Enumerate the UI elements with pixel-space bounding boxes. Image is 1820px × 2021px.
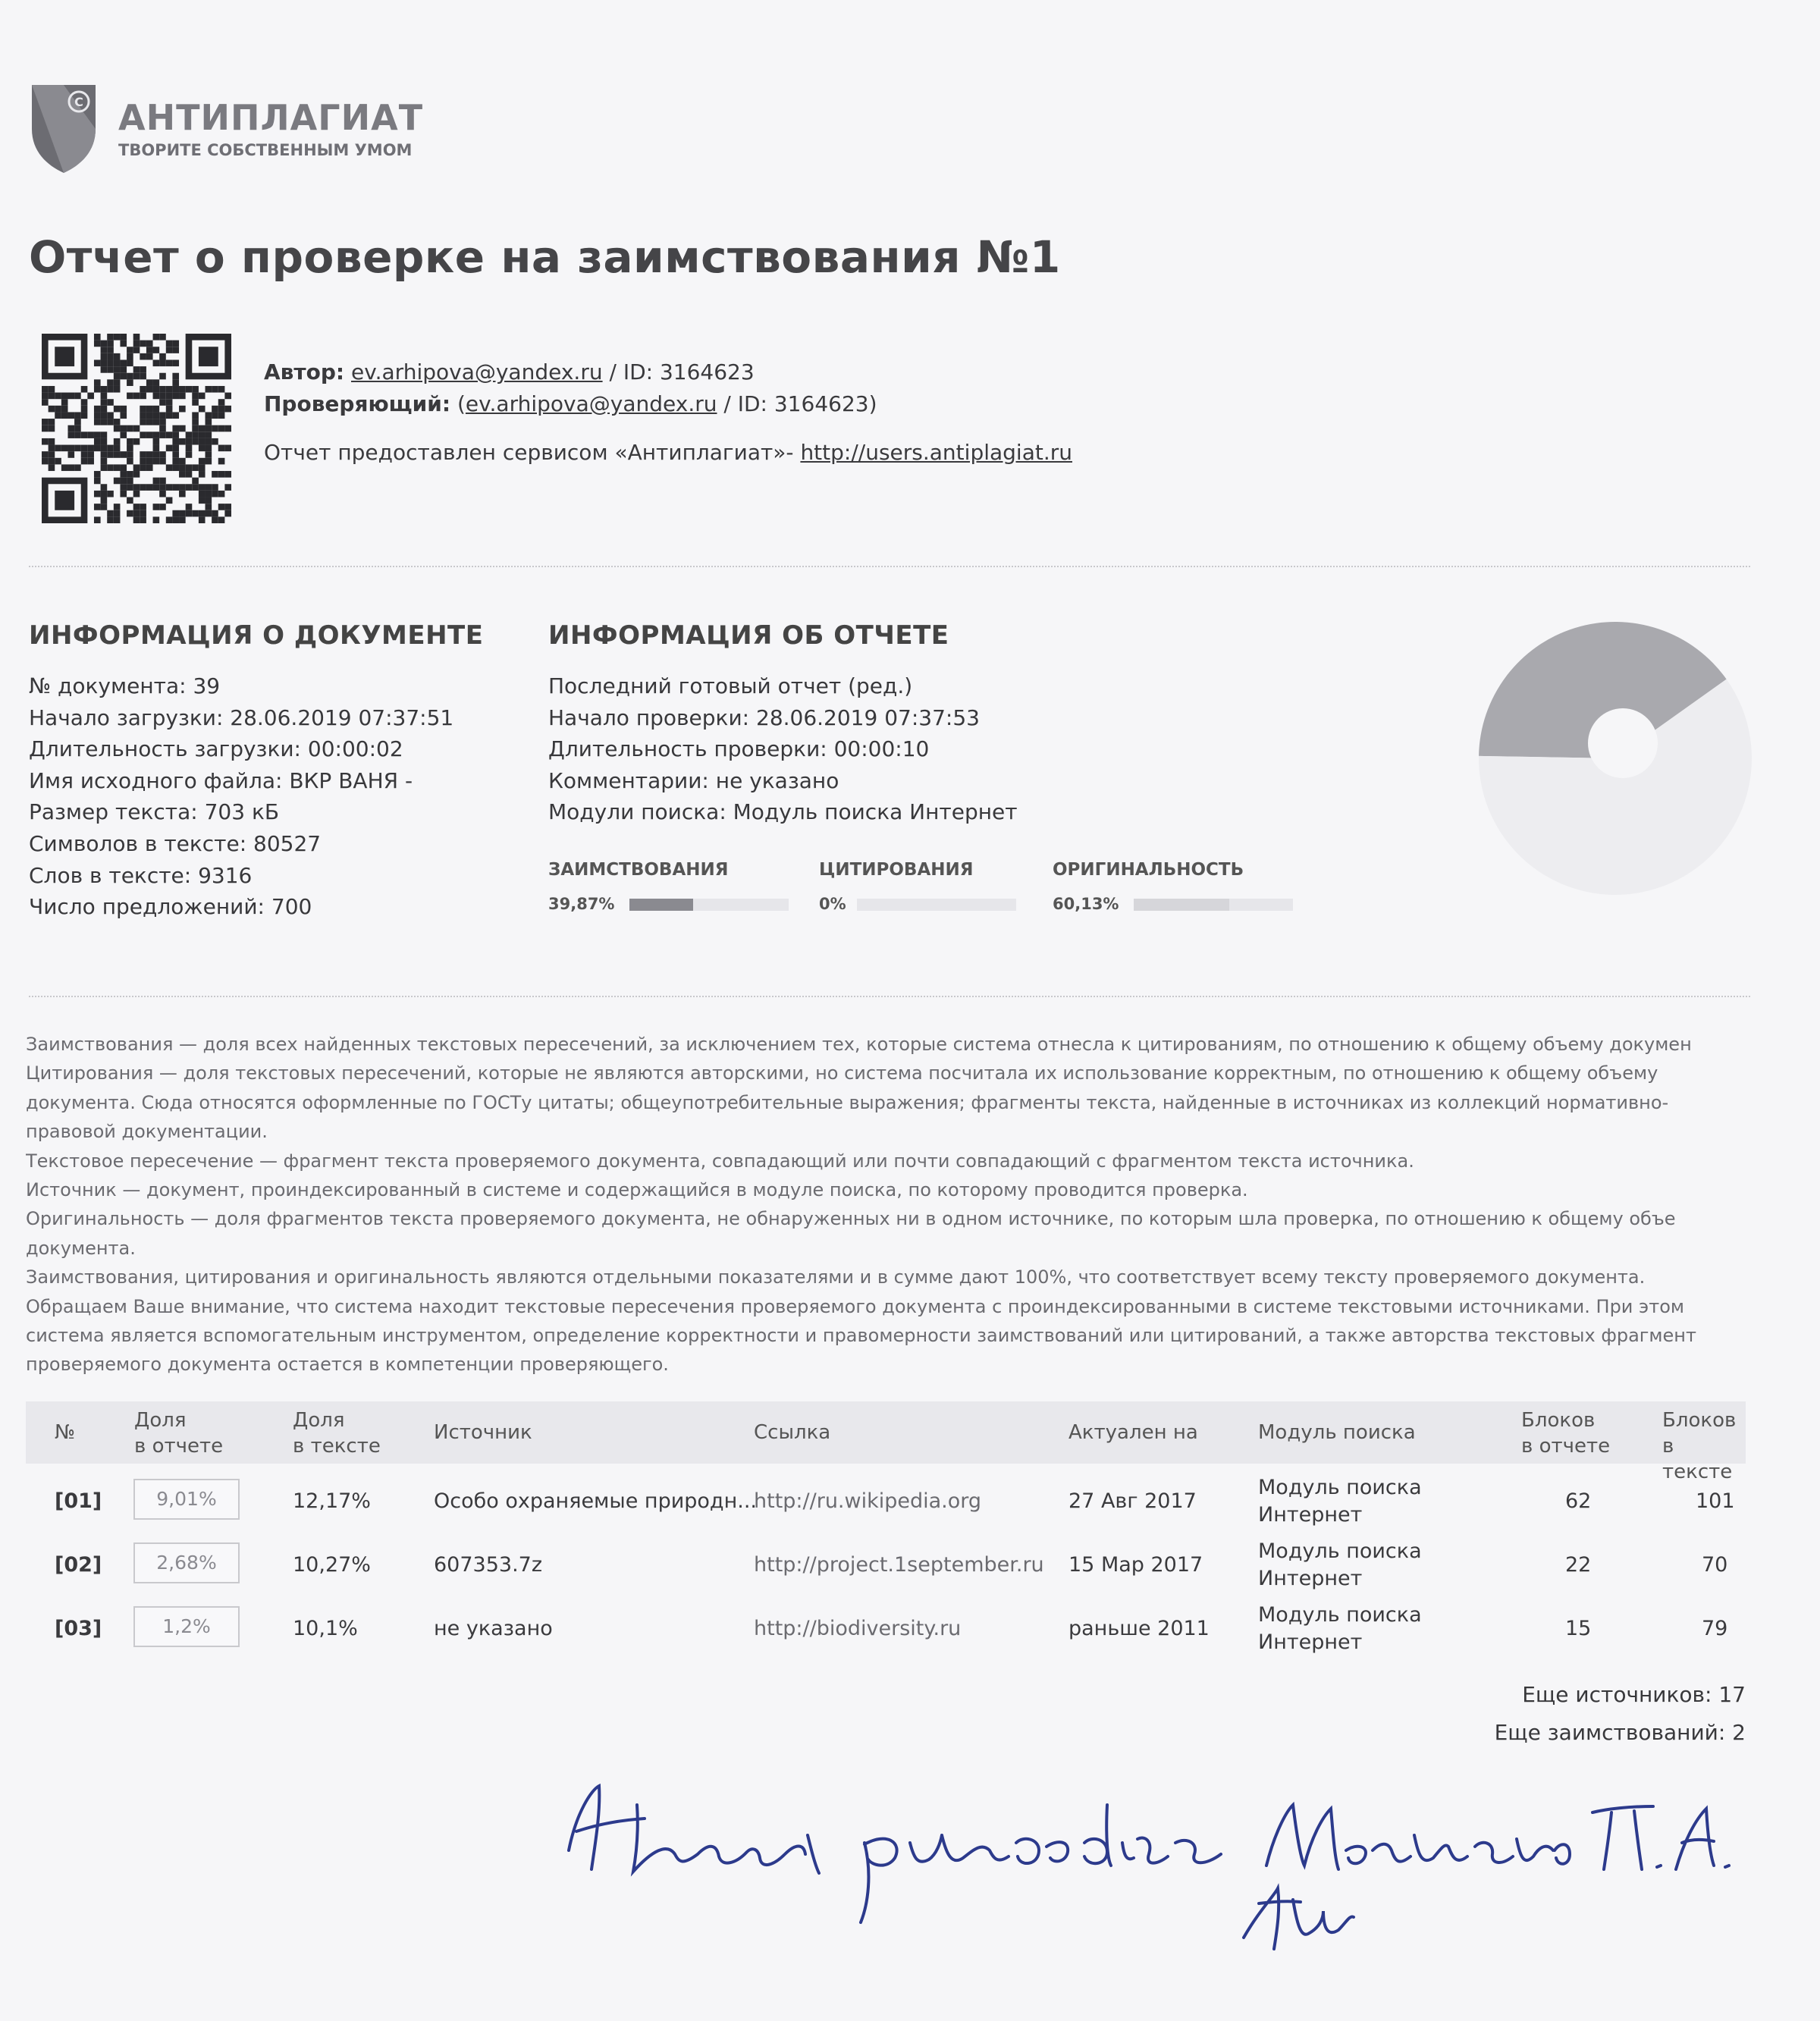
share-text: 12,17%: [293, 1489, 371, 1513]
author-id: / ID: 3164623: [602, 359, 755, 384]
definition-line: документа. Сюда относятся оформленные по ГОСТу цитаты; общеупотребительные выражения; фрагменты текста, найденные в источниках из коллекций нормативно-: [26, 1091, 1669, 1113]
doc-info-heading: ИНФОРМАЦИЯ О ДОКУМЕНТЕ: [29, 620, 484, 651]
row-num: [01]: [55, 1489, 102, 1513]
report-info-item: Комментарии: не указано: [548, 767, 839, 793]
table-row: [26, 1471, 1746, 1535]
module-line2: Интернет: [1258, 1567, 1363, 1590]
service-line: [264, 437, 1072, 469]
report-info-item: Начало проверки: 28.06.2019 07:37:53: [548, 705, 980, 730]
col-share-report-line1: Доля: [134, 1409, 187, 1432]
actual-date: 15 Мар 2017: [1068, 1553, 1203, 1577]
blocks-text: 70: [1702, 1553, 1728, 1577]
borrowings-value: 39,87%: [548, 895, 615, 913]
col-share-text: [293, 1407, 381, 1459]
service-text: Отчет предоставлен сервисом «Антиплагиат»-: [264, 440, 801, 465]
col-share-report-line2: в отчете: [134, 1435, 224, 1458]
share-report-box: 2,68%: [133, 1542, 240, 1583]
module-line2: Интернет: [1258, 1503, 1363, 1527]
col-share-text-line1: Доля: [293, 1409, 345, 1432]
source-name[interactable]: 607353.7z: [434, 1553, 543, 1577]
report-info-item: Длительность проверки: 00:00:10: [548, 736, 930, 762]
brand-tagline: ТВОРИТЕ СОБСТВЕННЫМ УМОМ: [118, 141, 413, 159]
search-module: [1258, 1474, 1422, 1529]
divider: [29, 566, 1750, 567]
col-module: Модуль поиска: [1258, 1421, 1416, 1444]
doc-info-item: Символов в тексте: 80527: [29, 830, 322, 856]
handwritten-signature: [554, 1759, 1752, 1964]
col-blocks-report-line1: Блоков: [1521, 1409, 1596, 1432]
col-share-report: [134, 1407, 223, 1459]
doc-info-item: Число предложений: 700: [29, 894, 312, 920]
citations-label: ЦИТИРОВАНИЯ: [819, 860, 974, 880]
signature-stroke: [1244, 1888, 1354, 1949]
row-num: [02]: [55, 1553, 102, 1577]
definition-line: Заимствования, цитирования и оригинальность являются отдельными показателями и в сумме дают 100%, что соответствует всему тексту проверяемого документа.: [26, 1266, 1646, 1288]
doc-info-list: [29, 670, 453, 923]
report-meta: [264, 356, 1072, 469]
actual-date: 27 Авг 2017: [1068, 1489, 1197, 1513]
col-link: Ссылка: [754, 1421, 831, 1444]
blocks-text: 79: [1702, 1617, 1728, 1640]
checker-label: Проверяющий:: [264, 391, 451, 416]
share-report-box: 1,2%: [133, 1606, 240, 1647]
definition-line: Цитирования — доля текстовых пересечений, которые не являются авторскими, но система посчитала их использование корректным, по отношению к общему объему: [26, 1062, 1658, 1084]
source-name[interactable]: Особо охраняемые природн...: [434, 1489, 758, 1513]
handwriting-stroke: [1266, 1805, 1570, 1869]
checker-line: [264, 388, 1072, 420]
table-row: [26, 1599, 1746, 1662]
author-email-link[interactable]: ev.arhipova@yandex.ru: [351, 359, 603, 384]
definition-line: Заимствования — доля всех найденных текстовых пересечений, за исключением тех, которые система отнесла к цитированиям, по отношению к общему объему докумен: [26, 1034, 1692, 1055]
originality-label: ОРИГИНАЛЬНОСТЬ: [1053, 860, 1244, 880]
antiplagiat-logo: [29, 82, 423, 176]
actual-date: раньше 2011: [1068, 1617, 1210, 1640]
more-sources: Еще источников: 17: [1522, 1682, 1746, 1707]
table-row: [26, 1535, 1746, 1599]
author-line: [264, 356, 1072, 388]
qr-code: [42, 334, 231, 523]
definitions-text: [26, 1030, 1762, 1379]
blocks-report: 22: [1565, 1553, 1592, 1577]
table-header: [26, 1401, 1746, 1483]
col-blocks-report: [1521, 1407, 1610, 1459]
blocks-report: 15: [1565, 1617, 1592, 1640]
col-num: №: [55, 1421, 76, 1444]
row-num: [03]: [55, 1617, 102, 1640]
definition-line: проверяемого документа остается в компетенции проверяющего.: [26, 1354, 669, 1376]
blocks-report: 62: [1565, 1489, 1592, 1513]
checker-email-link[interactable]: ev.arhipova@yandex.ru: [465, 391, 717, 416]
search-module: [1258, 1602, 1422, 1656]
doc-info-item: Имя исходного файла: ВКР ВАНЯ -: [29, 767, 413, 793]
report-info-item: Модули поиска: Модуль поиска Интернет: [548, 799, 1018, 825]
handwriting-stroke: [569, 1786, 819, 1873]
author-label: Автор:: [264, 359, 345, 384]
brand-name: АНТИПЛАГИАТ: [118, 97, 424, 138]
citations-value: 0%: [819, 895, 846, 913]
col-share-text-line2: в тексте: [293, 1435, 381, 1458]
definition-line: Обращаем Ваше внимание, что система находит текстовые пересечения проверяемого документа с проиндексированными в системе текстовыми источниками. При этом: [26, 1295, 1684, 1317]
borrowings-bar-fill: [629, 899, 693, 911]
doc-info-item: Слов в тексте: 9316: [29, 862, 253, 888]
originality-pie-chart: [1471, 614, 1759, 902]
definition-line: Текстовое пересечение — фрагмент текста проверяемого документа, совпадающий или почти совпадающий с фрагментом текста источника.: [26, 1150, 1414, 1172]
originality-value: 60,13%: [1053, 895, 1119, 913]
source-link[interactable]: http://project.1september.ru: [754, 1553, 1044, 1577]
borrowings-bar: [629, 899, 789, 911]
module-line1: Модуль поиска: [1258, 1476, 1422, 1499]
share-report-box: 9,01%: [133, 1479, 240, 1520]
col-blocks-report-line2: в отчете: [1521, 1435, 1611, 1458]
report-info-heading: ИНФОРМАЦИЯ ОБ ОТЧЕТЕ: [548, 620, 949, 651]
report-info-list: [548, 670, 1018, 828]
checker-paren: (: [457, 391, 466, 416]
svg-text:C: C: [74, 95, 83, 109]
definition-line: документа.: [26, 1237, 136, 1259]
source-link[interactable]: http://biodiversity.ru: [754, 1617, 962, 1640]
module-line1: Модуль поиска: [1258, 1539, 1422, 1563]
col-blocks-text-line1: Блоков: [1662, 1409, 1737, 1432]
doc-info-item: Начало загрузки: 28.06.2019 07:37:51: [29, 705, 454, 730]
doc-info-item: Длительность загрузки: 00:00:02: [29, 736, 403, 762]
module-line2: Интернет: [1258, 1630, 1363, 1654]
shield-copyright-icon: [29, 82, 99, 176]
blocks-text: 101: [1696, 1489, 1735, 1513]
handwriting-stroke: [1592, 1806, 1729, 1869]
citations-bar: [857, 899, 1016, 911]
search-module: [1258, 1538, 1422, 1593]
report-info-item: Последний готовый отчет (ред.): [548, 673, 913, 698]
col-blocks-text-line2: в тексте: [1662, 1435, 1733, 1483]
share-text: 10,1%: [293, 1617, 358, 1640]
source-name[interactable]: не указано: [434, 1617, 553, 1640]
definition-line: система является вспомогательным инструментом, определение корректности и правомерности заимствований или цитирований, а также авторства текстовых фрагмент: [26, 1325, 1696, 1347]
handwriting-stroke: [861, 1805, 1221, 1922]
originality-bar-fill: [1134, 899, 1229, 911]
definition-line: Оригинальность — доля фрагментов текста проверяемого документа, не обнаруженных ни в одном источнике, по которым шла проверка, по отношению к общему объе: [26, 1208, 1676, 1230]
report-title: Отчет о проверке на заимствования №1: [29, 231, 1061, 283]
originality-bar: [1134, 899, 1293, 911]
source-link[interactable]: http://ru.wikipedia.org: [754, 1489, 982, 1513]
share-text: 10,27%: [293, 1553, 371, 1577]
definition-line: Источник — документ, проиндексированный в системе и содержащийся в модуле поиска, по которому проводится проверка.: [26, 1179, 1248, 1201]
borrowings-label: ЗАИМСТВОВАНИЯ: [548, 860, 729, 880]
col-source: Источник: [434, 1421, 532, 1444]
pie-center-hole: [1588, 708, 1658, 778]
doc-info-item: Размер текста: 703 кБ: [29, 799, 280, 825]
checker-id: / ID: 3164623): [717, 391, 877, 416]
doc-info-item: № документа: 39: [29, 673, 221, 698]
module-line1: Модуль поиска: [1258, 1603, 1422, 1627]
divider: [29, 996, 1750, 997]
service-url-link[interactable]: http://users.antiplagiat.ru: [800, 440, 1072, 465]
definition-line: правовой документации.: [26, 1121, 268, 1143]
more-borrowings: Еще заимствований: 2: [1494, 1720, 1746, 1745]
col-actual: Актуален на: [1068, 1421, 1198, 1444]
